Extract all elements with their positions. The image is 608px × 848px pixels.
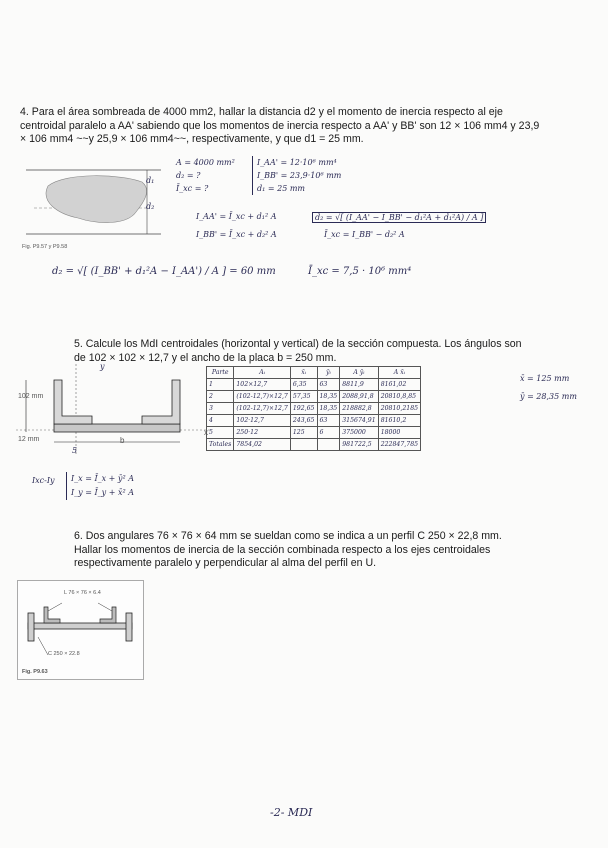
- table-header-row: [207, 367, 421, 379]
- figure-4-caption: Fig. P9.57 y P9.58: [22, 244, 68, 250]
- table-row: 3 (102-12,7)×12,7 192,65 18,35 218882,8 20810,2185: [207, 403, 421, 415]
- result-d2: d₂ = √[ (I_BB' + d₁²A − I_AA') / A ] = 60 mm: [52, 266, 276, 277]
- col-xi: x̄ᵢ: [290, 367, 317, 379]
- col-ayi: A ȳᵢ: [340, 367, 378, 379]
- table-totals-row: Totales 7854,02 981722,5 222847,785: [207, 439, 421, 451]
- steiner-x: I_x = Ī_x + ȳ² A: [71, 474, 134, 483]
- data-list: [252, 156, 341, 195]
- table-row: 1 102×12,7 6,35 63 8811,9 8161,02: [207, 379, 421, 391]
- given-d2: d₂ = ?: [176, 171, 201, 180]
- eq-iaa: I_AA' = Ī_xc + d₁² A: [196, 212, 277, 221]
- data-ibb: I_BB' = 23,9·10⁶ mm: [257, 171, 342, 180]
- left-angle: [54, 380, 92, 424]
- data-d1: d₁ = 25 mm: [257, 184, 306, 193]
- eq-ibb: I_BB' = Ī_xc + d₂² A: [196, 230, 277, 239]
- solution-table: [206, 366, 421, 451]
- figure-6-caption: Fig. P9.63: [22, 669, 48, 675]
- col-parte: Parte: [207, 367, 234, 379]
- angle-left: [44, 607, 60, 623]
- table-row: 5 250·12 125 6 375000 18000: [207, 427, 421, 439]
- col-yi: ȳᵢ: [317, 367, 340, 379]
- page-footer: -2- MDI: [270, 806, 313, 819]
- steiner-head: Ixc-Iy: [32, 476, 55, 485]
- channel-label: C 250 × 22.8: [48, 651, 80, 657]
- data-iaa: I_AA' = 12·10⁶ mm⁴: [257, 158, 337, 167]
- label-x: x: [204, 428, 208, 437]
- leader-left: [48, 603, 62, 611]
- label-d2: d₂: [146, 202, 155, 211]
- label-d1: d₁: [146, 176, 155, 185]
- problem-4-statement: 4. Para el área sombreada de 4000 mm2, hallar la distancia d2 y el momento de inercia respecto al eje centroidal paralelo a AA' sabiendo que los momentos de inercia respecto a AA' y BB' son 12 × 106 mm4 y 23,9 × 106 mm4 ~~y 25,9 × 106 mm4~~, respectivamente, y que d1 = 25 mm.: [20, 106, 540, 146]
- leader-right: [98, 603, 112, 611]
- label-5: 5: [72, 446, 78, 455]
- dim-12: 12 mm: [18, 436, 40, 443]
- channel-flange-left: [28, 613, 34, 641]
- problem-6-statement: 6. Dos angulares 76 × 76 × 64 mm se sueldan como se indica a un perfil C 250 × 22,8 mm. Hallar los momentos de inercia de la sección combinada respecto a los ejes centroidales respectivamente paralelo y perpendicular al alma del perfil en U.: [74, 530, 502, 570]
- channel-web: [28, 623, 132, 629]
- shaded-area-shape: [46, 176, 147, 223]
- derived-d2: d₂ = √[ (I_AA' − I_BB' − d₁²A + d₁²A) / A ]: [312, 212, 486, 223]
- bottom-plate: [54, 424, 180, 432]
- table-row: 2 (102-12,7)×12,7 57,35 18,35 2088,91,8 20810,8,85: [207, 391, 421, 403]
- label-y: y: [100, 362, 105, 371]
- figure-4-shaded-area: [26, 162, 166, 252]
- col-ai: Aᵢ: [234, 367, 290, 379]
- right-angle: [142, 380, 180, 424]
- dim-102: 102 mm: [18, 393, 44, 400]
- problem-5-statement: 5. Calcule los MdI centroidales (horizontal y vertical) de la sección compuesta. Los ángulos son de 102 × 102 × 12,7 y el ancho de la placa b = 250 mm.: [74, 338, 522, 364]
- label-b: b: [120, 436, 125, 445]
- given-list: [176, 156, 235, 195]
- result-xbar: x̄ = 125 mm: [520, 374, 570, 383]
- steiner-y: I_y = Ī_y + x̄² A: [71, 488, 134, 497]
- result-ybar: ȳ = 28,35 mm: [520, 392, 577, 401]
- channel-flange-right: [126, 613, 132, 641]
- col-axi: A x̄ᵢ: [378, 367, 420, 379]
- figure-6-frame: [17, 580, 144, 680]
- derived-ixc: Ī_xc = I_BB' − d₂² A: [324, 230, 405, 239]
- given-area: A = 4000 mm²: [176, 158, 235, 167]
- angle-right: [100, 607, 116, 623]
- table-row: 4 102·12,7 243,65 63 315674,91 81610,2: [207, 415, 421, 427]
- angle-label: L 76 × 76 × 6.4: [64, 590, 101, 596]
- steiner-eqs: [66, 472, 134, 500]
- leader-channel: [38, 637, 48, 655]
- result-ixc: Ī_xc = 7,5 · 10⁶ mm⁴: [308, 266, 412, 277]
- given-ixc: Ī_xc = ?: [176, 184, 209, 193]
- figure-5-composite-section: [16, 364, 216, 460]
